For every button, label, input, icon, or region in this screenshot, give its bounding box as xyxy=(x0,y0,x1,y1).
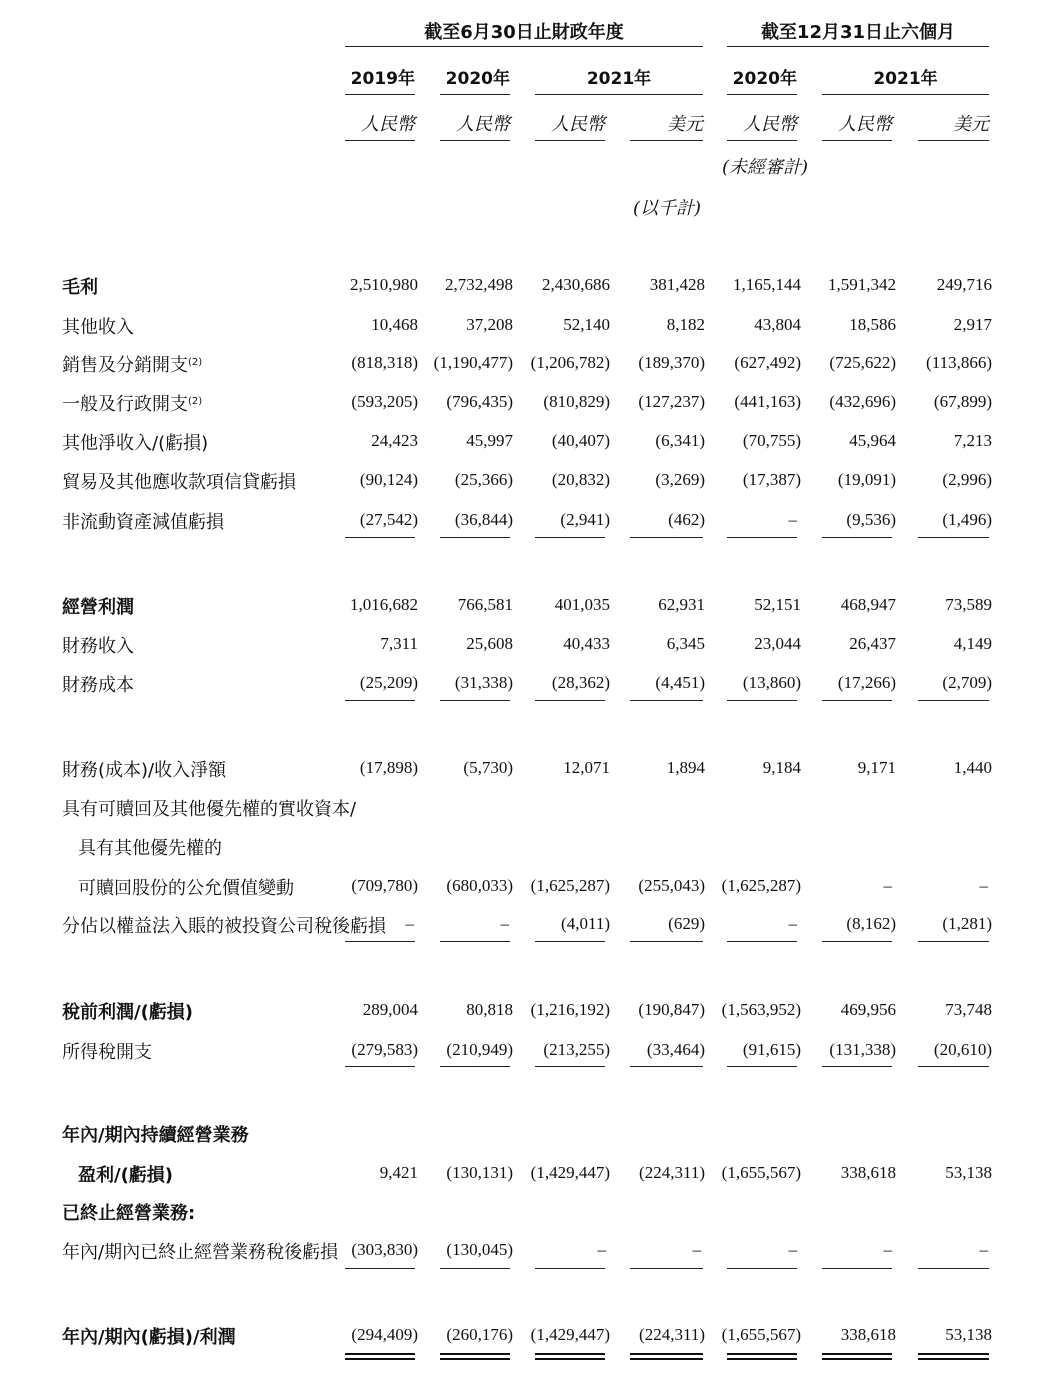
table-cell: (213,255) xyxy=(543,1040,610,1059)
unaudited-note: (未經審計) xyxy=(722,157,809,178)
table-cell: 1,165,144 xyxy=(733,275,801,294)
subtotal-rule xyxy=(630,537,703,538)
subtotal-rule xyxy=(535,1268,605,1269)
row-label: 經營利潤 xyxy=(62,597,134,618)
row-label: 所得稅開支 xyxy=(62,1042,152,1063)
table-cell: (1,429,447) xyxy=(530,1325,610,1344)
table-cell: (17,387) xyxy=(742,470,801,489)
table-cell: (17,898) xyxy=(359,758,418,777)
row-label: 財務(成本)/收入淨額 xyxy=(62,760,227,781)
table-cell: (255,043) xyxy=(638,876,705,895)
table-cell: (629) xyxy=(668,914,705,933)
subtotal-rule xyxy=(535,941,605,942)
year-rule xyxy=(727,94,797,95)
table-cell: – xyxy=(979,1240,988,1259)
table-cell: (462) xyxy=(668,510,705,529)
group-header-six-months: 截至12月31日止六個月 xyxy=(760,22,956,43)
row-label: 年內/期內已終止經營業務稅後虧損 xyxy=(62,1242,339,1263)
table-cell: (441,163) xyxy=(734,392,801,411)
subtotal-rule xyxy=(630,1268,703,1269)
table-cell: (709,780) xyxy=(351,876,418,895)
table-cell: (67,899) xyxy=(933,392,992,411)
row-label: 銷售及分銷開支$^{(2)}$ xyxy=(62,355,203,376)
table-cell: (33,464) xyxy=(646,1040,705,1059)
table-cell: 469,956 xyxy=(840,1000,896,1019)
table-cell: 40,433 xyxy=(563,634,610,653)
table-cell: (36,844) xyxy=(454,510,513,529)
table-cell: 25,608 xyxy=(466,634,513,653)
table-cell: (4,451) xyxy=(655,673,705,692)
table-cell: (810,829) xyxy=(543,392,610,411)
table-cell: (70,755) xyxy=(742,431,801,450)
table-cell: (4,011) xyxy=(561,914,610,933)
table-cell: (17,266) xyxy=(837,673,896,692)
table-cell: – xyxy=(405,914,414,933)
table-cell: (1,655,567) xyxy=(721,1163,801,1182)
subtotal-rule xyxy=(535,537,605,538)
table-cell: 381,428 xyxy=(649,275,705,294)
row-label: 具有可贖回及其他優先權的實收資本/ xyxy=(62,799,357,820)
table-cell: – xyxy=(788,1240,797,1259)
table-cell: 52,140 xyxy=(563,315,610,334)
subtotal-rule xyxy=(727,700,797,701)
year-rule xyxy=(345,94,415,95)
table-cell: 43,804 xyxy=(754,315,801,334)
table-cell: 73,589 xyxy=(945,595,992,614)
table-cell: (25,366) xyxy=(454,470,513,489)
currency-rule xyxy=(440,140,510,141)
total-double-rule xyxy=(918,1353,989,1360)
group-header-fiscal-year-rule xyxy=(345,46,703,47)
row-label: 財務成本 xyxy=(62,675,134,696)
table-cell: 45,964 xyxy=(849,431,896,450)
table-cell: 9,421 xyxy=(379,1163,418,1182)
table-cell: (1,281) xyxy=(942,914,992,933)
subtotal-rule xyxy=(630,941,703,942)
table-cell: (31,338) xyxy=(454,673,513,692)
subtotal-rule xyxy=(345,941,415,942)
year-header-six-2021: 2021年 xyxy=(873,69,938,89)
currency-rule xyxy=(535,140,605,141)
table-cell: (5,730) xyxy=(463,758,513,777)
subtotal-rule xyxy=(440,700,510,701)
table-cell: (131,338) xyxy=(829,1040,896,1059)
table-cell: 52,151 xyxy=(754,595,801,614)
table-cell: – xyxy=(788,510,797,529)
table-cell: (279,583) xyxy=(351,1040,418,1059)
table-cell: – xyxy=(883,1240,892,1259)
year-header-2021: 2021年 xyxy=(586,69,652,89)
subtotal-rule xyxy=(918,1268,989,1269)
subtotal-rule xyxy=(535,700,605,701)
table-cell: 468,947 xyxy=(840,595,896,614)
table-cell: (1,625,287) xyxy=(530,876,610,895)
table-cell: (90,124) xyxy=(359,470,418,489)
subtotal-rule xyxy=(822,1066,892,1067)
table-cell: 1,440 xyxy=(953,758,992,777)
table-cell: (40,407) xyxy=(551,431,610,450)
table-cell: 6,345 xyxy=(666,634,705,653)
table-cell: (224,311) xyxy=(639,1325,705,1344)
table-cell: 1,016,682 xyxy=(350,595,418,614)
table-cell: 24,423 xyxy=(371,431,418,450)
table-cell: (627,492) xyxy=(734,353,801,372)
currency-header: 人民幣 xyxy=(743,114,797,135)
table-cell: 1,591,342 xyxy=(828,275,896,294)
group-header-six-months-rule xyxy=(727,46,989,47)
subtotal-rule xyxy=(345,1268,415,1269)
table-cell: (2,941) xyxy=(560,510,610,529)
table-cell: (1,655,567) xyxy=(721,1325,801,1344)
year-header-2019: 2019年 xyxy=(350,69,415,89)
year-rule xyxy=(822,94,989,95)
table-cell: (1,216,192) xyxy=(530,1000,610,1019)
table-cell: 7,213 xyxy=(953,431,992,450)
table-cell: (224,311) xyxy=(639,1163,705,1182)
currency-header: 人民幣 xyxy=(456,114,510,135)
table-cell: (1,625,287) xyxy=(721,876,801,895)
subtotal-rule xyxy=(727,1066,797,1067)
subtotal-rule xyxy=(822,1268,892,1269)
table-cell: – xyxy=(597,1240,606,1259)
subtotal-rule xyxy=(630,700,703,701)
row-label: 其他收入 xyxy=(62,317,134,338)
currency-rule xyxy=(822,140,892,141)
table-cell: 1,894 xyxy=(666,758,705,777)
row-label: 財務收入 xyxy=(62,636,134,657)
table-cell: (1,429,447) xyxy=(530,1163,610,1182)
table-cell: (593,205) xyxy=(351,392,418,411)
subtotal-rule xyxy=(822,700,892,701)
year-header-2020: 2020年 xyxy=(445,69,510,89)
table-cell: 289,004 xyxy=(362,1000,418,1019)
table-cell: 53,138 xyxy=(945,1163,992,1182)
year-rule xyxy=(440,94,510,95)
table-cell: 401,035 xyxy=(554,595,610,614)
table-cell: – xyxy=(788,914,797,933)
currency-rule xyxy=(727,140,797,141)
subtotal-rule xyxy=(345,537,415,538)
table-cell: – xyxy=(500,914,509,933)
table-cell: – xyxy=(692,1240,701,1259)
subtotal-rule xyxy=(918,941,989,942)
table-cell: (6,341) xyxy=(655,431,705,450)
table-cell: 249,716 xyxy=(936,275,992,294)
table-cell: 26,437 xyxy=(849,634,896,653)
currency-rule xyxy=(345,140,415,141)
row-label: 已終止經營業務: xyxy=(62,1203,196,1224)
table-cell: (8,162) xyxy=(846,914,896,933)
table-cell: 62,931 xyxy=(658,595,705,614)
table-cell: (2,996) xyxy=(942,470,992,489)
footnote-marker: (2) xyxy=(188,357,203,368)
table-cell: (130,045) xyxy=(446,1240,513,1259)
table-cell: 8,182 xyxy=(666,315,705,334)
currency-header: 美元 xyxy=(953,114,989,135)
currency-header: 人民幣 xyxy=(361,114,415,135)
total-double-rule xyxy=(727,1353,797,1360)
table-cell: 338,618 xyxy=(840,1325,896,1344)
subtotal-rule xyxy=(630,1066,703,1067)
subtotal-rule xyxy=(918,700,989,701)
currency-rule xyxy=(918,140,989,141)
subtotal-rule xyxy=(822,537,892,538)
table-cell: 80,818 xyxy=(466,1000,513,1019)
currency-header: 人民幣 xyxy=(838,114,892,135)
total-double-rule xyxy=(822,1353,892,1360)
table-cell: (1,496) xyxy=(942,510,992,529)
table-cell: (91,615) xyxy=(742,1040,801,1059)
subtotal-rule xyxy=(440,1268,510,1269)
table-cell: (1,190,477) xyxy=(433,353,513,372)
currency-header: 美元 xyxy=(667,114,703,135)
row-label: 可贖回股份的公允價值變動 xyxy=(78,878,294,899)
row-label: 稅前利潤/(虧損) xyxy=(62,1002,194,1023)
table-cell: 10,468 xyxy=(371,315,418,334)
table-cell: – xyxy=(979,876,988,895)
subtotal-rule xyxy=(440,537,510,538)
table-cell: (189,370) xyxy=(638,353,705,372)
table-cell: 37,208 xyxy=(466,315,513,334)
subtotal-rule xyxy=(345,700,415,701)
subtotal-rule xyxy=(918,1066,989,1067)
table-cell: (19,091) xyxy=(837,470,896,489)
total-double-rule xyxy=(535,1353,605,1360)
currency-header: 人民幣 xyxy=(551,114,605,135)
table-cell: (1,206,782) xyxy=(530,353,610,372)
table-cell: (127,237) xyxy=(638,392,705,411)
table-cell: (20,610) xyxy=(933,1040,992,1059)
table-cell: 338,618 xyxy=(840,1163,896,1182)
currency-rule xyxy=(630,140,703,141)
table-cell: (27,542) xyxy=(359,510,418,529)
footnote-marker: (2) xyxy=(188,396,203,407)
subtotal-rule xyxy=(918,537,989,538)
table-cell: (25,209) xyxy=(359,673,418,692)
table-cell: 4,149 xyxy=(953,634,992,653)
subtotal-rule xyxy=(440,1066,510,1067)
group-header-fiscal-year: 截至6月30日止財政年度 xyxy=(424,22,624,43)
row-label: 分佔以權益法入賬的被投資公司稅後虧損 xyxy=(62,916,386,937)
total-double-rule xyxy=(440,1353,510,1360)
total-double-rule xyxy=(630,1353,703,1360)
subtotal-rule xyxy=(822,941,892,942)
table-cell: (190,847) xyxy=(638,1000,705,1019)
table-cell: (294,409) xyxy=(351,1325,418,1344)
table-cell: (725,622) xyxy=(829,353,896,372)
row-label: 一般及行政開支$^{(2)}$ xyxy=(62,394,203,415)
table-cell: (113,866) xyxy=(926,353,992,372)
table-cell: 23,044 xyxy=(754,634,801,653)
table-cell: 2,510,980 xyxy=(350,275,418,294)
subtotal-rule xyxy=(345,1066,415,1067)
table-cell: (818,318) xyxy=(351,353,418,372)
table-cell: (20,832) xyxy=(551,470,610,489)
table-cell: (2,709) xyxy=(942,673,992,692)
table-cell: 12,071 xyxy=(563,758,610,777)
table-cell: 18,586 xyxy=(849,315,896,334)
row-label: 其他淨收入/(虧損) xyxy=(62,433,209,454)
year-header-six-2020: 2020年 xyxy=(732,69,797,89)
table-cell: – xyxy=(883,876,892,895)
row-label: 年內/期內(虧損)/利潤 xyxy=(62,1327,236,1348)
table-cell: (796,435) xyxy=(446,392,513,411)
table-cell: 2,917 xyxy=(953,315,992,334)
total-double-rule xyxy=(345,1353,415,1360)
table-cell: (303,830) xyxy=(351,1240,418,1259)
subtotal-rule xyxy=(727,941,797,942)
table-cell: 2,732,498 xyxy=(445,275,513,294)
table-cell: (432,696) xyxy=(829,392,896,411)
table-cell: (3,269) xyxy=(655,470,705,489)
table-cell: 53,138 xyxy=(945,1325,992,1344)
table-cell: 9,184 xyxy=(762,758,801,777)
row-label: 年內/期內持續經營業務 xyxy=(62,1125,249,1146)
table-cell: (680,033) xyxy=(446,876,513,895)
subtotal-rule xyxy=(535,1066,605,1067)
table-cell: 73,748 xyxy=(945,1000,992,1019)
table-cell: (13,860) xyxy=(742,673,801,692)
subtotal-rule xyxy=(727,1268,797,1269)
table-cell: 45,997 xyxy=(466,431,513,450)
table-cell: (9,536) xyxy=(846,510,896,529)
row-label: 非流動資產減值虧損 xyxy=(62,512,224,533)
table-cell: (130,131) xyxy=(446,1163,513,1182)
row-label: 貿易及其他應收款項信貸虧損 xyxy=(62,472,296,493)
row-label: 毛利 xyxy=(62,277,98,298)
table-cell: (260,176) xyxy=(446,1325,513,1344)
subtotal-rule xyxy=(440,941,510,942)
table-cell: 766,581 xyxy=(457,595,513,614)
table-cell: 7,311 xyxy=(380,634,418,653)
table-cell: 9,171 xyxy=(857,758,896,777)
row-label: 具有其他優先權的 xyxy=(78,838,222,859)
table-cell: (1,563,952) xyxy=(721,1000,801,1019)
year-rule xyxy=(535,94,703,95)
table-cell: (28,362) xyxy=(551,673,610,692)
unit-note: (以千計) xyxy=(633,198,702,219)
row-label: 盈利/(虧損) xyxy=(78,1165,174,1186)
subtotal-rule xyxy=(727,537,797,538)
table-cell: (210,949) xyxy=(446,1040,513,1059)
table-cell: 2,430,686 xyxy=(542,275,610,294)
